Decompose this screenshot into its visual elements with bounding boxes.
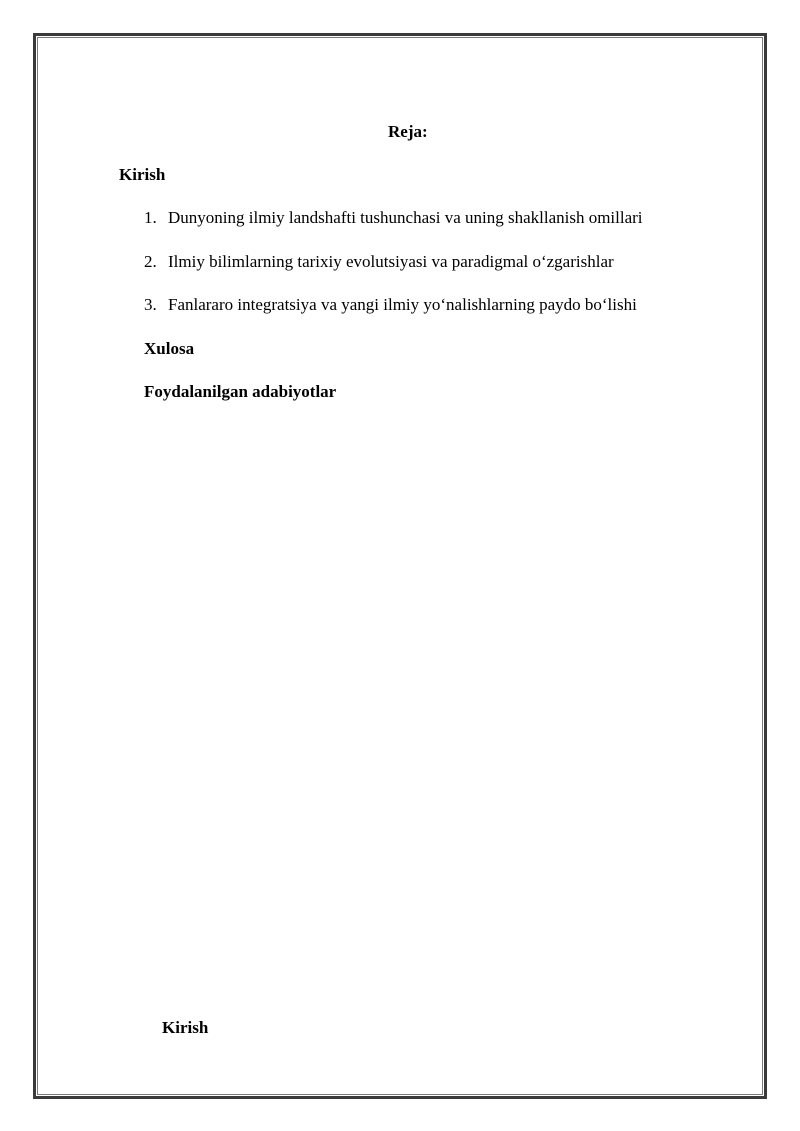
- page-border-inner: [37, 37, 763, 1095]
- plan-title: Reja:: [388, 122, 428, 141]
- references-heading: Foydalanilgan adabiyotlar: [144, 382, 337, 401]
- plan-item-text: Ilmiy bilimlarning tarixiy evolutsiyasi va paradigmal o‘zgarishlar: [168, 252, 614, 271]
- plan-item-text: Dunyoning ilmiy landshafti tushunchasi va uning shakllanish omillari: [168, 208, 643, 227]
- intro-heading: Kirish: [119, 165, 166, 184]
- plan-item-number: 2.: [144, 252, 157, 271]
- plan-item-number: 3.: [144, 295, 157, 314]
- section-heading-kirish: Kirish: [162, 1018, 209, 1037]
- plan-item-text: Fanlararo integratsiya va yangi ilmiy yo‘nalishlarning paydo bo‘lishi: [168, 295, 637, 314]
- plan-item-1: [144, 208, 643, 228]
- plan-item-2: [144, 252, 614, 272]
- plan-item-3: [144, 295, 637, 315]
- conclusion-heading: Xulosa: [144, 339, 195, 358]
- plan-item-number: 1.: [144, 208, 157, 227]
